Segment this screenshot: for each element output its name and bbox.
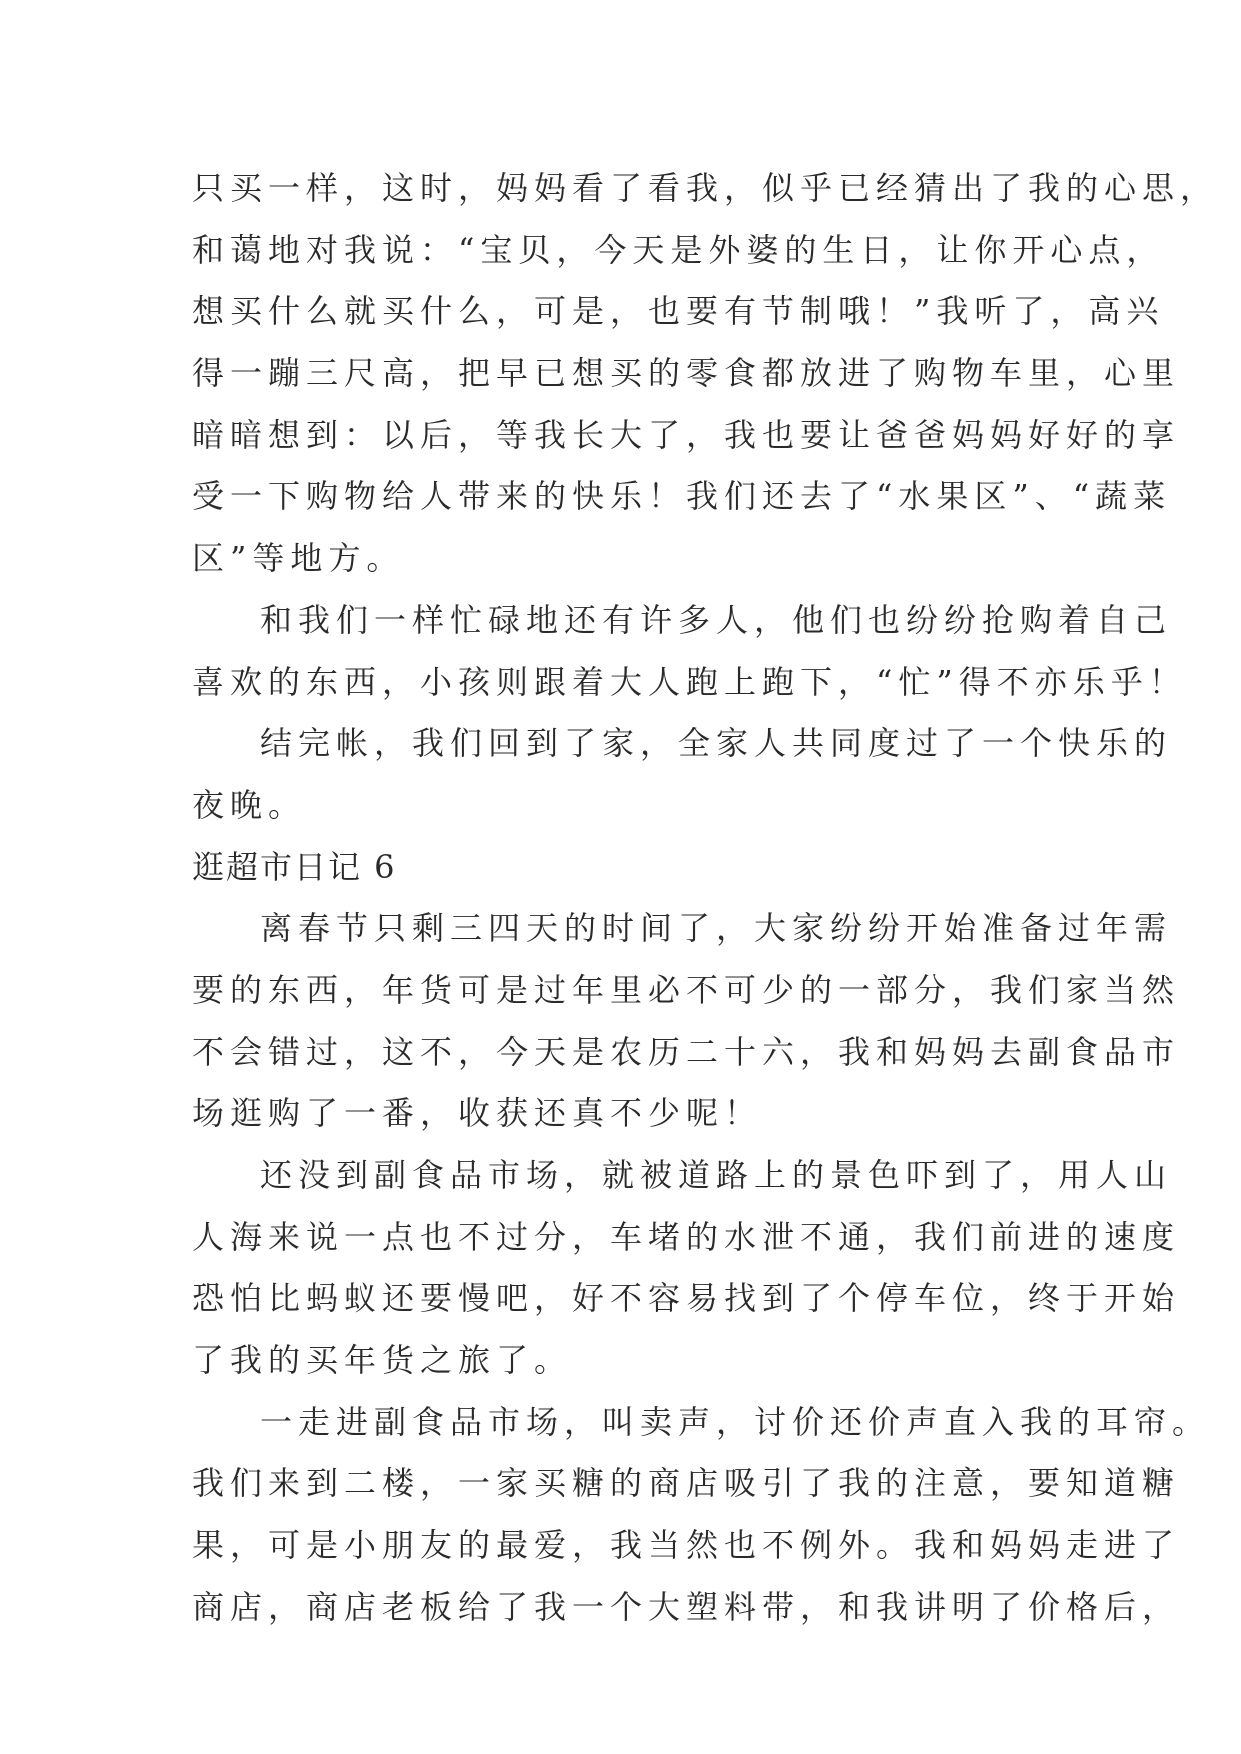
text-line: 区”等地方。 (192, 539, 405, 578)
paragraph-start-line: 和我们一样忙碌地还有许多人，他们也纷纷抢购着自己 (260, 600, 1173, 639)
text-line: 和蔼地对我说：“宝贝，今天是外婆的生日，让你开心点， (192, 230, 1165, 269)
text-line: 场逛购了一番，收获还真不少呢！ (192, 1094, 763, 1133)
text-line: 得一蹦三尺高，把早已想买的零食都放进了购物车里，心里 (192, 354, 1181, 393)
paragraph-start-line: 还没到副食品市场，就被道路上的景色吓到了，用人山 (260, 1156, 1173, 1194)
text-line: 想买什么就买什么，可是，也要有节制哦！”我听了，高兴 (192, 292, 1165, 331)
section-heading: 逛超市日记 6 (192, 847, 397, 886)
document-body (192, 158, 1219, 1639)
paragraph-start-line: 一走进副食品市场，叫卖声，讨价还价声直入我的耳帘。 (260, 1402, 1211, 1441)
text-line: 我们来到二楼，一家买糖的商店吸引了我的注意，要知道糖 (192, 1464, 1181, 1503)
text-line: 商店，商店老板给了我一个大塑料带，和我讲明了价格后， (192, 1587, 1181, 1626)
paragraph-start-line: 离春节只剩三四天的时间了，大家纷纷开始准备过年需 (260, 909, 1173, 948)
text-line: 不会错过，这不，今天是农历二十六，我和妈妈去副食品市 (192, 1032, 1181, 1071)
text-line: 了我的买年货之旅了。 (192, 1341, 573, 1380)
text-line: 喜欢的东西，小孩则跟着大人跑上跑下，“忙”得不亦乐乎！ (192, 662, 1187, 701)
text-line: 人海来说一点也不过分，车堵的水泄不通，我们前进的速度 (192, 1217, 1181, 1256)
text-line: 果，可是小朋友的最爱，我当然也不例外。我和妈妈走进了 (192, 1526, 1181, 1565)
paragraph-start-line: 结完帐，我们回到了家，全家人共同度过了一个快乐的 (260, 724, 1173, 763)
text-line: 只买一样，这时，妈妈看了看我，似乎已经猜出了我的心思， (192, 169, 1219, 207)
text-line: 夜晚。 (192, 785, 307, 824)
text-line: 受一下购物给人带来的快乐！我们还去了“水果区”、“蔬菜 (192, 477, 1172, 516)
text-line: 恐怕比蚂蚁还要慢吧，好不容易找到了个停车位，终于开始 (192, 1279, 1181, 1318)
text-line: 暗暗想到：以后，等我长大了，我也要让爸爸妈妈好好的享 (192, 415, 1181, 454)
text-line: 要的东西，年货可是过年里必不可少的一部分，我们家当然 (192, 970, 1181, 1009)
